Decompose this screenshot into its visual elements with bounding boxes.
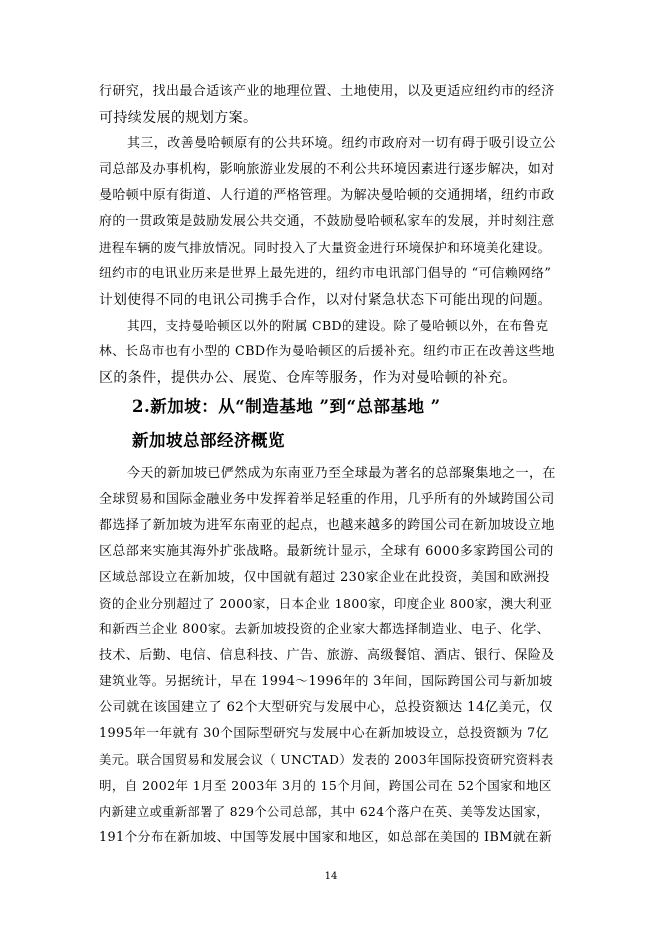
- section-heading: 2.新加坡：从“制造基地 ”到“总部基地 ”: [132, 397, 441, 416]
- subsection-heading: 新加坡总部经济概览: [132, 431, 285, 450]
- paragraph-first-line: 其四，支持曼哈顿区以外的附属 CBD的建设。除了曼哈顿以外，在布鲁克: [127, 318, 549, 333]
- text-line: 明，自 2002年 1月至 2003年 3月的 15个月间，跨国公司在 52个国家和地区: [99, 778, 552, 793]
- text-line: 内新建立或重新部署了 829个公司总部，其中 624个落户在英、美等发达国家，: [99, 805, 549, 819]
- paragraph-first-line: 今天的新加坡已俨然成为东南亚乃至全球最为著名的总部聚集地之一，在: [127, 466, 556, 481]
- text-line: 公司就在该国建立了 62个大型研究与发展中心，总投资额达 14亿美元，仅: [99, 700, 554, 715]
- text-line: 司总部及办事机构，影响旅游业发展的不利公共环境因素进行逐步解决，如对: [99, 162, 555, 177]
- text-line: 全球贸易和国际金融业务中发挥着举足轻重的作用，几乎所有的外域跨国公司: [99, 492, 555, 507]
- text-line: 曼哈顿中原有街道、人行道的严格管理。为解决曼哈顿的交通拥堵，纽约市政: [99, 188, 555, 203]
- text-line: 林、长岛市也有小型的 CBD作为曼哈顿区的后援补充。纽约市正在改善这些地: [99, 344, 555, 359]
- text-line: 计划使得不同的电讯公司携手合作，以对付紧急状态下可能出现的问题。: [99, 292, 552, 308]
- text-line: 191个分布在新加坡、中国等发展中国家和地区，如总部在美国的 IBM就在新: [99, 830, 553, 845]
- text-line: 美元。联合国贸易和发展会议（ UNCTAD）发表的 2003年国际投资研究资料表: [99, 753, 554, 767]
- text-line: 行研究，找出最合适该产业的地理位置、土地使用，以及更适应纽约市的经济: [99, 84, 555, 99]
- text-line: 区总部来实施其海外扩张战略。最新统计显示，全球有 6000多家跨国公司的: [99, 544, 554, 559]
- text-line: 区的条件，提供办公、展览、仓库等服务，作为对曼哈顿的补充。: [99, 370, 517, 386]
- text-line: 建筑业等。另据统计，早在 1994～1996年的 3年间，国际跨国公司与新加坡: [99, 674, 553, 689]
- paragraph-first-line: 其三，改善曼哈顿原有的公共环境。纽约市政府对一切有碍于吸引设立公: [127, 136, 556, 151]
- text-line: 和新西兰企业 800家。去新加坡投资的企业家大都选择制造业、电子、化学、: [99, 622, 550, 637]
- page-number: 14: [324, 871, 338, 882]
- text-line: 1995年一年就有 30个国际型研究与发展中心在新加坡设立，总投资额为 7亿: [99, 726, 549, 741]
- text-line: 府的一贯政策是鼓励发展公共交通，不鼓励曼哈顿私家车的发展，并时刻注意: [99, 214, 555, 229]
- text-line: 都选择了新加坡为进军东南亚的起点，也越来越多的跨国公司在新加坡设立地: [99, 518, 555, 533]
- text-line: 纽约市的电讯业历来是世界上最先进的，纽约市电讯部门倡导的 “可信赖网络”: [99, 266, 552, 281]
- text-line: 可持续发展的规划方案。: [99, 110, 258, 126]
- text-line: 进程车辆的废气排放情况。同时投入了大量资金进行环境保护和环境美化建设。: [99, 240, 551, 255]
- text-line: 技术、后勤、电信、信息科技、广告、旅游、高级餐馆、酒店、银行、保险及: [99, 648, 555, 663]
- text-line: 区域总部设立在新加坡，仅中国就有超过 230家企业在此投资，美国和欧洲投: [99, 570, 550, 585]
- text-line: 资的企业分别超过了 2000家，日本企业 1800家，印度企业 800家，澳大利亚: [99, 596, 553, 611]
